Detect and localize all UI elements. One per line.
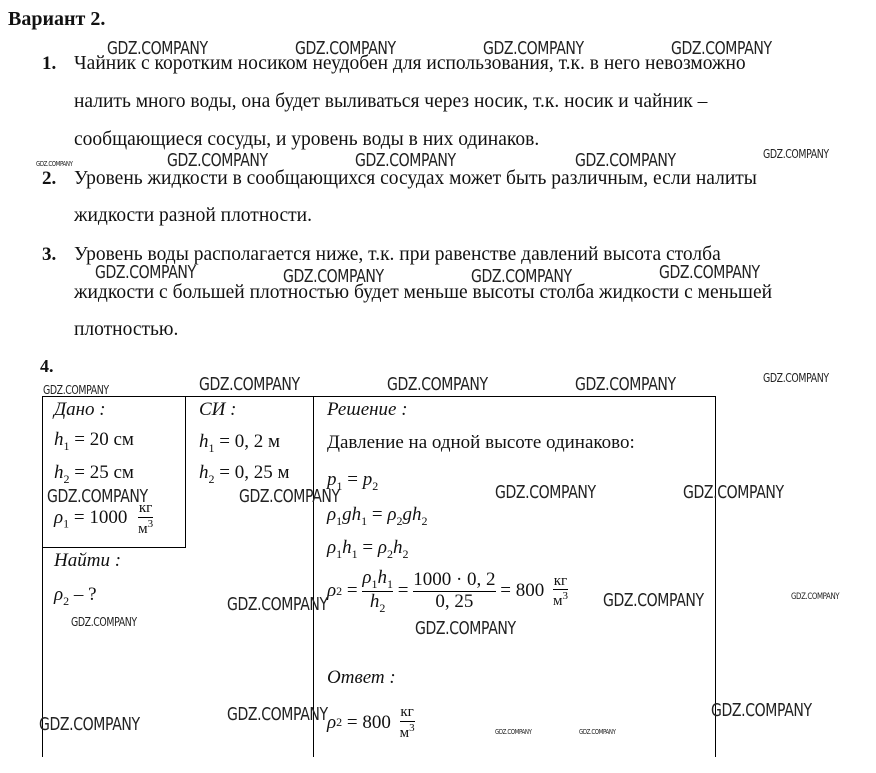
answer-value: ρ 2 = 800 $\frac{кг}{м^3}$ [327, 704, 415, 741]
watermark: GDZ.COMPANY [387, 374, 488, 395]
si-h2: $h_2 = 0$, 25 м [199, 462, 290, 486]
watermark: GDZ.COMPANY [95, 262, 196, 283]
find-label: Найти : [54, 550, 122, 571]
page-title: Вариант 2. [8, 8, 106, 30]
item-3-number: 3. [42, 244, 57, 265]
unit-kg-per-m3: $\frac{кг}{м^3}$ [552, 572, 568, 610]
watermark: GDZ.COMPANY [495, 482, 596, 503]
equation-rho-g-h: $\rho_1gh_1 = \rho_2gh_2$ [327, 504, 428, 528]
si-h1: $h_1 = 0$, 2 м [199, 431, 280, 455]
solution-table [42, 396, 716, 757]
given-h2: $h_2 = 25$ см [54, 462, 134, 486]
item-1-line-2: налить много воды, она будет выливаться через носик, т.к. носик и чайник – [74, 91, 708, 112]
item-3-line-1: Уровень воды располагается ниже, т.к. при равенстве давлений высота столба [74, 244, 721, 265]
watermark: GDZ.COMPANY [167, 150, 268, 171]
watermark: GDZ.COMPANY [71, 615, 137, 629]
watermark: GDZ.COMPANY [763, 147, 829, 161]
item-4-number: 4. [40, 356, 54, 376]
watermark: GDZ.COMPANY [603, 590, 704, 611]
watermark: GDZ.COMPANY [415, 618, 516, 639]
watermark: GDZ.COMPANY [39, 714, 140, 735]
table-left-border [42, 396, 43, 757]
watermark: GDZ.COMPANY [495, 728, 532, 736]
given-bottom-border [42, 547, 186, 548]
item-2-line-1: Уровень жидкости в сообщающихся сосудах может быть различным, если налиты [74, 168, 757, 189]
given-h1: $h_1 = 20$ см [54, 429, 134, 453]
solution-statement: Давление на одной высоте одинаково: [327, 432, 635, 453]
given-right-border [185, 396, 186, 548]
si-label: СИ : [199, 399, 237, 420]
fraction-numeric: $\frac{1000 \cdot 0, 2}{0, 25}$ [413, 569, 496, 612]
fraction-symbolic: $\frac{\rho_1h_1}{h_2}$ [362, 567, 393, 615]
equation-pressure: $p_1 = p_2$ [327, 469, 379, 493]
find-rho2: $\rho_2$ – ? [54, 584, 97, 608]
given-label: Дано : [54, 399, 106, 420]
watermark: GDZ.COMPANY [483, 38, 584, 59]
item-1-line-3: сообщающиеся сосуды, и уровень воды в них одинаков. [74, 129, 540, 150]
equation-rho-h: $\rho_1h_1 = \rho_2h_2$ [327, 537, 409, 561]
watermark: GDZ.COMPANY [47, 486, 148, 507]
watermark: GDZ.COMPANY [355, 150, 456, 171]
watermark: GDZ.COMPANY [575, 374, 676, 395]
watermark: GDZ.COMPANY [227, 594, 328, 615]
item-2-line-2: жидкости разной плотности. [74, 205, 312, 226]
watermark: GDZ.COMPANY [659, 262, 760, 283]
equation-result: ρ 2 = $\frac{\rho_1h_1}{h_2}$ = $\frac{1000 \cdot 0, 2}{0, 25}$ = 800 $\frac{кг}{м^3}$ [327, 567, 568, 615]
item-1-number: 1. [42, 53, 57, 74]
table-top-border [42, 396, 716, 397]
watermark: GDZ.COMPANY [711, 700, 812, 721]
watermark: GDZ.COMPANY [471, 266, 572, 287]
answer-unit: $\frac{кг}{м^3}$ [399, 704, 415, 741]
watermark: GDZ.COMPANY [683, 482, 784, 503]
watermark: GDZ.COMPANY [239, 486, 340, 507]
watermark: GDZ.COMPANY [283, 266, 384, 287]
item-1-line-1: Чайник с коротким носиком неудобен для использования, т.к. в него невозможно [74, 53, 746, 74]
item-3-line-2: жидкости с большей плотностью будет меньше высоты столба жидкости с меньшей [74, 282, 773, 303]
watermark: GDZ.COMPANY [763, 371, 829, 385]
si-right-border [313, 396, 314, 757]
watermark: GDZ.COMPANY [295, 38, 396, 59]
given-rho1: $\rho_1 = 1000$ $\frac{кг}{м^3}$ [54, 500, 154, 537]
solution-label: Решение : [327, 399, 408, 420]
item-3-line-3: плотностью. [74, 319, 179, 340]
watermark: GDZ.COMPANY [579, 728, 616, 736]
watermark: GDZ.COMPANY [36, 160, 73, 168]
watermark: GDZ.COMPANY [671, 38, 772, 59]
watermark: GDZ.COMPANY [199, 374, 300, 395]
watermark: GDZ.COMPANY [107, 38, 208, 59]
item-2-number: 2. [42, 168, 57, 189]
answer-label: Ответ : [327, 667, 396, 688]
watermark: GDZ.COMPANY [43, 383, 109, 397]
watermark: GDZ.COMPANY [575, 150, 676, 171]
watermark: GDZ.COMPANY [227, 704, 328, 725]
watermark: GDZ.COMPANY [791, 592, 840, 602]
